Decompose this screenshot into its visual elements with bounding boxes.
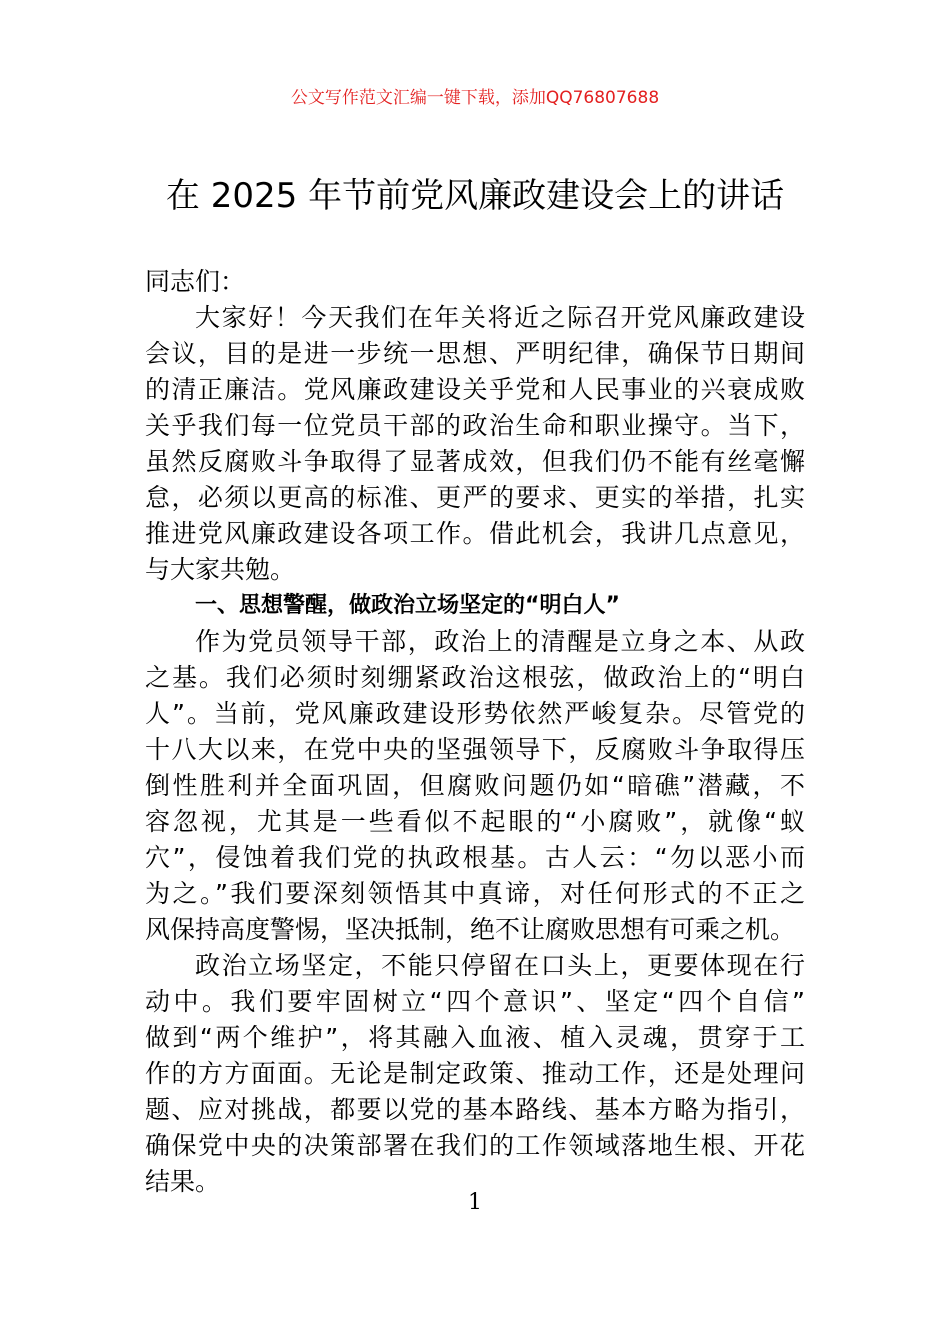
salutation: 同志们： (145, 267, 246, 296)
paragraph-line: 风保持高度警惕，坚决抵制，绝不让腐败思想有可乘之机。 (145, 915, 796, 944)
paragraph-line: 为之。”我们要深刻领悟其中真谛，对任何形式的不正之 (145, 879, 805, 908)
document-title: 在 2025 年节前党风廉政建设会上的讲话 (165, 176, 785, 216)
paragraph-line: 倒性胜利并全面巩固，但腐败问题仍如“暗礁”潜藏，不 (145, 771, 805, 800)
document-body (145, 264, 805, 1200)
paragraph-line: 作的方方面面。无论是制定政策、推动工作，还是处理问 (145, 1059, 805, 1088)
paragraph-section-1-b (145, 948, 805, 1200)
paragraph-line: 虽然反腐败斗争取得了显著成效，但我们仍不能有丝毫懈 (145, 447, 805, 476)
paragraph-line: 之基。我们必须时刻绷紧政治这根弦，做政治上的“明白 (145, 663, 805, 692)
paragraph-line: 作为党员领导干部，政治上的清醒是立身之本、从政 (195, 627, 805, 656)
paragraph-line: 结果。 (145, 1167, 221, 1196)
paragraph-line: 关乎我们每一位党员干部的政治生命和职业操守。当下， (145, 411, 805, 440)
paragraph-line: 容忽视，尤其是一些看似不起眼的“小腐败”，就像“蚁 (145, 807, 805, 836)
paragraph-line: 大家好！今天我们在年关将近之际召开党风廉政建设 (195, 303, 805, 332)
paragraph-line: 的清正廉洁。党风廉政建设关乎党和人民事业的兴衰成败 (145, 375, 805, 404)
paragraph-line: 政治立场坚定，不能只停留在口头上，更要体现在行 (195, 951, 805, 980)
page-number: 1 (468, 1190, 482, 1215)
paragraph-line: 动中。我们要牢固树立“四个意识”、坚定“四个自信” (145, 987, 805, 1016)
paragraph-line: 推进党风廉政建设各项工作。借此机会，我讲几点意见， (145, 519, 805, 548)
paragraph-intro (145, 300, 805, 588)
download-banner: 公文写作范文汇编一键下载，添加QQ76807688 (290, 88, 660, 108)
paragraph-line: 穴”，侵蚀着我们党的执政根基。古人云：“勿以恶小而 (145, 843, 805, 872)
paragraph-line: 与大家共勉。 (145, 555, 296, 584)
paragraph-line: 十八大以来，在党中央的坚强领导下，反腐败斗争取得压 (145, 735, 805, 764)
section-heading-text: 一、思想警醒，做政治立场坚定的“明白人” (195, 593, 620, 618)
paragraph-line: 确保党中央的决策部署在我们的工作领域落地生根、开花 (145, 1131, 805, 1160)
paragraph-line: 题、应对挑战，都要以党的基本路线、基本方略为指引， (145, 1095, 805, 1124)
paragraph-section-1-a (145, 624, 805, 948)
section-heading-1 (145, 588, 805, 624)
paragraph-line: 怠，必须以更高的标准、更严的要求、更实的举措，扎实 (145, 483, 805, 512)
paragraph-line: 人”。当前，党风廉政建设形势依然严峻复杂。尽管党的 (145, 699, 805, 728)
paragraph-line: 做到“两个维护”，将其融入血液、植入灵魂，贯穿于工 (145, 1023, 805, 1052)
paragraph-line: 会议，目的是进一步统一思想、严明纪律，确保节日期间 (145, 339, 805, 368)
